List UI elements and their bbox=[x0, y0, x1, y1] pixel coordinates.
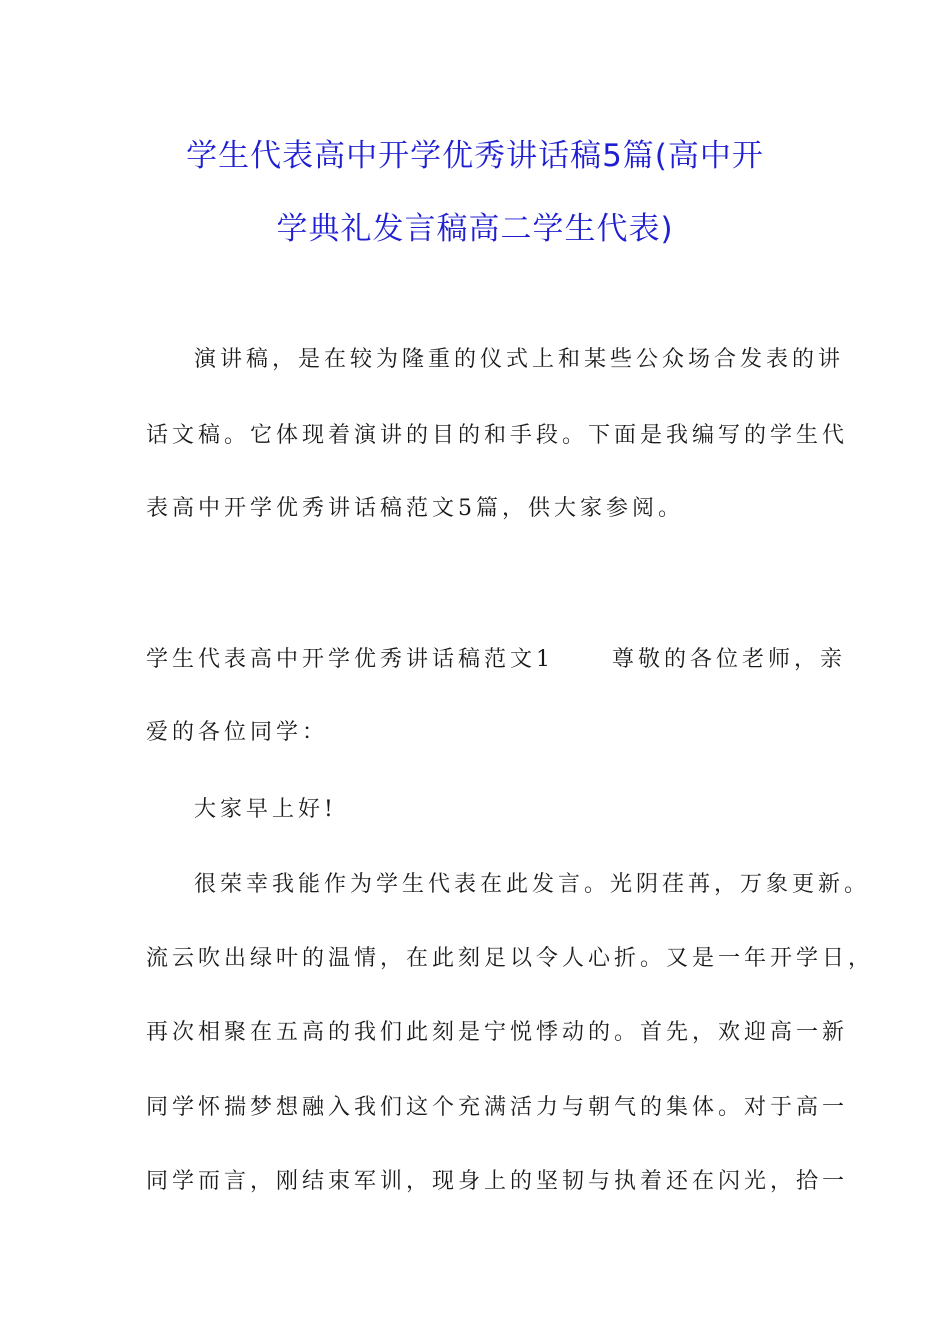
document-title-line-2: 学典礼发言稿高二学生代表) bbox=[276, 211, 674, 247]
document-title-line-1: 学生代表高中开学优秀讲话稿5篇(高中开 bbox=[186, 138, 764, 174]
section-heading-row bbox=[146, 645, 846, 675]
section-heading: 学生代表高中开学优秀讲话稿范文1 bbox=[146, 647, 554, 672]
greeting: 大家早上好! bbox=[194, 797, 337, 822]
paragraph-line-4: 同学怀揣梦想融入我们这个充满活力与朝气的集体。对于高一 bbox=[146, 1095, 849, 1120]
intro-line-3: 表高中开学优秀讲话稿范文5篇，供大家参阅。 bbox=[146, 496, 684, 521]
paragraph-line-5: 同学而言，刚结束军训，现身上的坚韧与执着还在闪光，拾一 bbox=[146, 1169, 849, 1194]
salutation-part-2: 爱的各位同学： bbox=[146, 720, 329, 745]
intro-line-2: 话文稿。它体现着演讲的目的和手段。下面是我编写的学生代 bbox=[146, 423, 849, 448]
paragraph-line-3: 再次相聚在五高的我们此刻是宁悦悸动的。首先，欢迎高一新 bbox=[146, 1020, 849, 1045]
paragraph-line-2: 流云吹出绿叶的温情，在此刻足以令人心折。又是一年开学日， bbox=[146, 946, 875, 971]
paragraph-line-1: 很荣幸我能作为学生代表在此发言。光阴荏苒，万象更新。 bbox=[194, 872, 871, 897]
salutation-part-1: 尊敬的各位老师，亲 bbox=[612, 647, 847, 672]
intro-line-1: 演讲稿，是在较为隆重的仪式上和某些公众场合发表的讲 bbox=[194, 347, 845, 372]
